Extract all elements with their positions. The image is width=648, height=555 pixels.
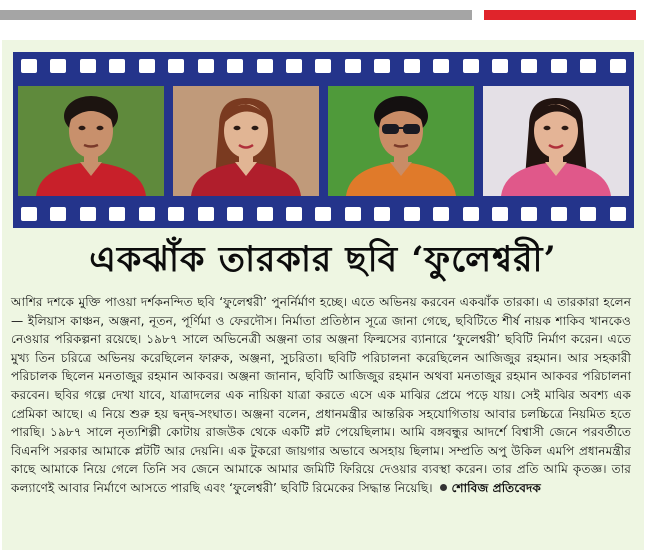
sprocket-hole	[139, 59, 155, 73]
byline	[436, 481, 540, 495]
sprocket-hole	[404, 207, 420, 221]
sprocket-hole	[50, 59, 66, 73]
sprocket-hole	[610, 207, 626, 221]
sprocket-hole	[227, 207, 243, 221]
photo-frame-4	[483, 86, 629, 196]
film-sprocket-holes-bottom	[21, 207, 626, 221]
article-text: আশির দশকে মুক্তি পাওয়া দর্শকনন্দিত ছবি ‘ফুলেশ্বরী’ পুনর্নির্মাণ হচ্ছে। এতে অভিনয় করবেন একঝাঁক তারকা। এ তারকারা হলেন— ইলিয়াস কাঞ্চন, অঞ্জনা, নূতন, পূর্ণিমা ও ফেরদৌস। নির্মাতা প্রতিষ্ঠান সূত্রে জানা গেছে, ছবিটিতে শীর্ষ নায়ক শাকিব খানকেও নেওয়ার পরিকল্পনা রয়েছে। ১৯৮৭ সালে অভিনেত্রী অঞ্জনা তার অঞ্জনা ফিল্মসের ব্যানারে ‘ফুলেশ্বরী’ ছবিটি নির্মাণ করেন। এতে মুখ্য তিন চরিত্রে অভিনয় করেছিলেন ফারুক, অঞ্জনা, সুচরিতা। ছবিটি পরিচালনা করেছিলেন আজিজুর রহমান। আর সহকারী পরিচালক ছিলেন মনতাজুর রহমান আকবর। অঞ্জনা জানান, ছবিটি আজিজুর রহমান অথবা মনতাজুর রহমান আকবর পরিচালনা করবেন। ছবির গল্পে দেখা যাবে, যাত্রাদলের এক নায়িকা যাত্রা করতে এসে এক মাঝির প্রেমে পড়ে যায়। সেই মাঝির অবশ্য এক প্রেমিকা আছে। এ নিয়ে শুরু হয় দ্বন্দ্ব-সংঘাত। অঞ্জনা বলেন, প্রধানমন্ত্রীর আন্তরিক সহযোগিতায় আবার চলচ্চিত্রে নিয়মিত হতে পারছি। ১৯৮৭ সালে নৃত্যশিল্পী কোটায় রাজউক থেকে একটি প্লট পেয়েছিলাম। আমি বঙ্গবন্ধুর আদর্শে বিশ্বাসী জেনে পরবর্তীতে বিএনপি সরকার আমাকে প্লটটি আর দেয়নি। এক টুকরো জায়গার অভাবে অসহায় ছিলাম। সম্প্রতি অপু উকিল এমপি প্রধানমন্ত্রীর কাছে আমাকে নিয়ে গেলে তিনি সব জেনে আমাকে আমার জমিটি ফিরিয়ে দেওয়ার ব্যবস্থা করেন। তার প্রতি আমি কৃতজ্ঞ। তার কল্যাণেই আবার নির্মাণে আসতে পারছি এবং ‘ফুলেশ্বরী’ ছবিটি রিমেকের সিদ্ধান্ত নিয়েছি।	[11, 295, 631, 495]
sprocket-hole	[433, 207, 449, 221]
sprocket-hole	[463, 207, 479, 221]
sprocket-hole	[551, 207, 567, 221]
sprocket-hole	[521, 59, 537, 73]
bullet-icon	[440, 484, 447, 491]
sprocket-hole	[198, 207, 214, 221]
headline: একঝাঁক তারকার ছবি ‘ফুলেশ্বরী’	[89, 238, 557, 280]
sprocket-hole	[139, 207, 155, 221]
portrait-woman-pink-icon	[483, 86, 629, 196]
sprocket-hole	[257, 59, 273, 73]
sprocket-hole	[374, 59, 390, 73]
sprocket-hole	[345, 207, 361, 221]
sprocket-hole	[286, 207, 302, 221]
sprocket-hole	[80, 59, 96, 73]
photo-frame-3	[328, 86, 474, 196]
sprocket-hole	[551, 59, 567, 73]
sprocket-hole	[21, 59, 37, 73]
film-strip	[13, 52, 634, 228]
sprocket-hole	[610, 59, 626, 73]
photo-frame-1	[18, 86, 164, 196]
sprocket-hole	[50, 207, 66, 221]
sprocket-hole	[580, 59, 596, 73]
sprocket-hole	[257, 207, 273, 221]
portrait-woman-red-sari-icon	[173, 86, 319, 196]
sprocket-hole	[433, 59, 449, 73]
sprocket-hole	[521, 207, 537, 221]
sprocket-hole	[168, 59, 184, 73]
byline-text: শোবিজ প্রতিবেদক	[451, 480, 541, 495]
photo-frames	[18, 86, 629, 196]
sprocket-hole	[580, 207, 596, 221]
article-body	[11, 293, 631, 498]
sprocket-hole	[168, 207, 184, 221]
portrait-man-red-shirt-icon	[18, 86, 164, 196]
sprocket-hole	[492, 59, 508, 73]
article-panel	[2, 40, 644, 550]
top-rule-gray	[0, 10, 472, 20]
sprocket-hole	[109, 207, 125, 221]
film-sprocket-holes-top	[21, 59, 626, 73]
sprocket-hole	[315, 207, 331, 221]
sprocket-hole	[345, 59, 361, 73]
sprocket-hole	[80, 207, 96, 221]
sprocket-hole	[227, 59, 243, 73]
sprocket-hole	[404, 59, 420, 73]
sprocket-hole	[109, 59, 125, 73]
sprocket-hole	[21, 207, 37, 221]
portrait-man-sunglasses-icon	[328, 86, 474, 196]
sprocket-hole	[315, 59, 331, 73]
sprocket-hole	[374, 207, 390, 221]
sprocket-hole	[198, 59, 214, 73]
sprocket-hole	[463, 59, 479, 73]
top-rule-red	[484, 10, 636, 20]
sprocket-hole	[492, 207, 508, 221]
photo-frame-2	[173, 86, 319, 196]
sprocket-hole	[286, 59, 302, 73]
